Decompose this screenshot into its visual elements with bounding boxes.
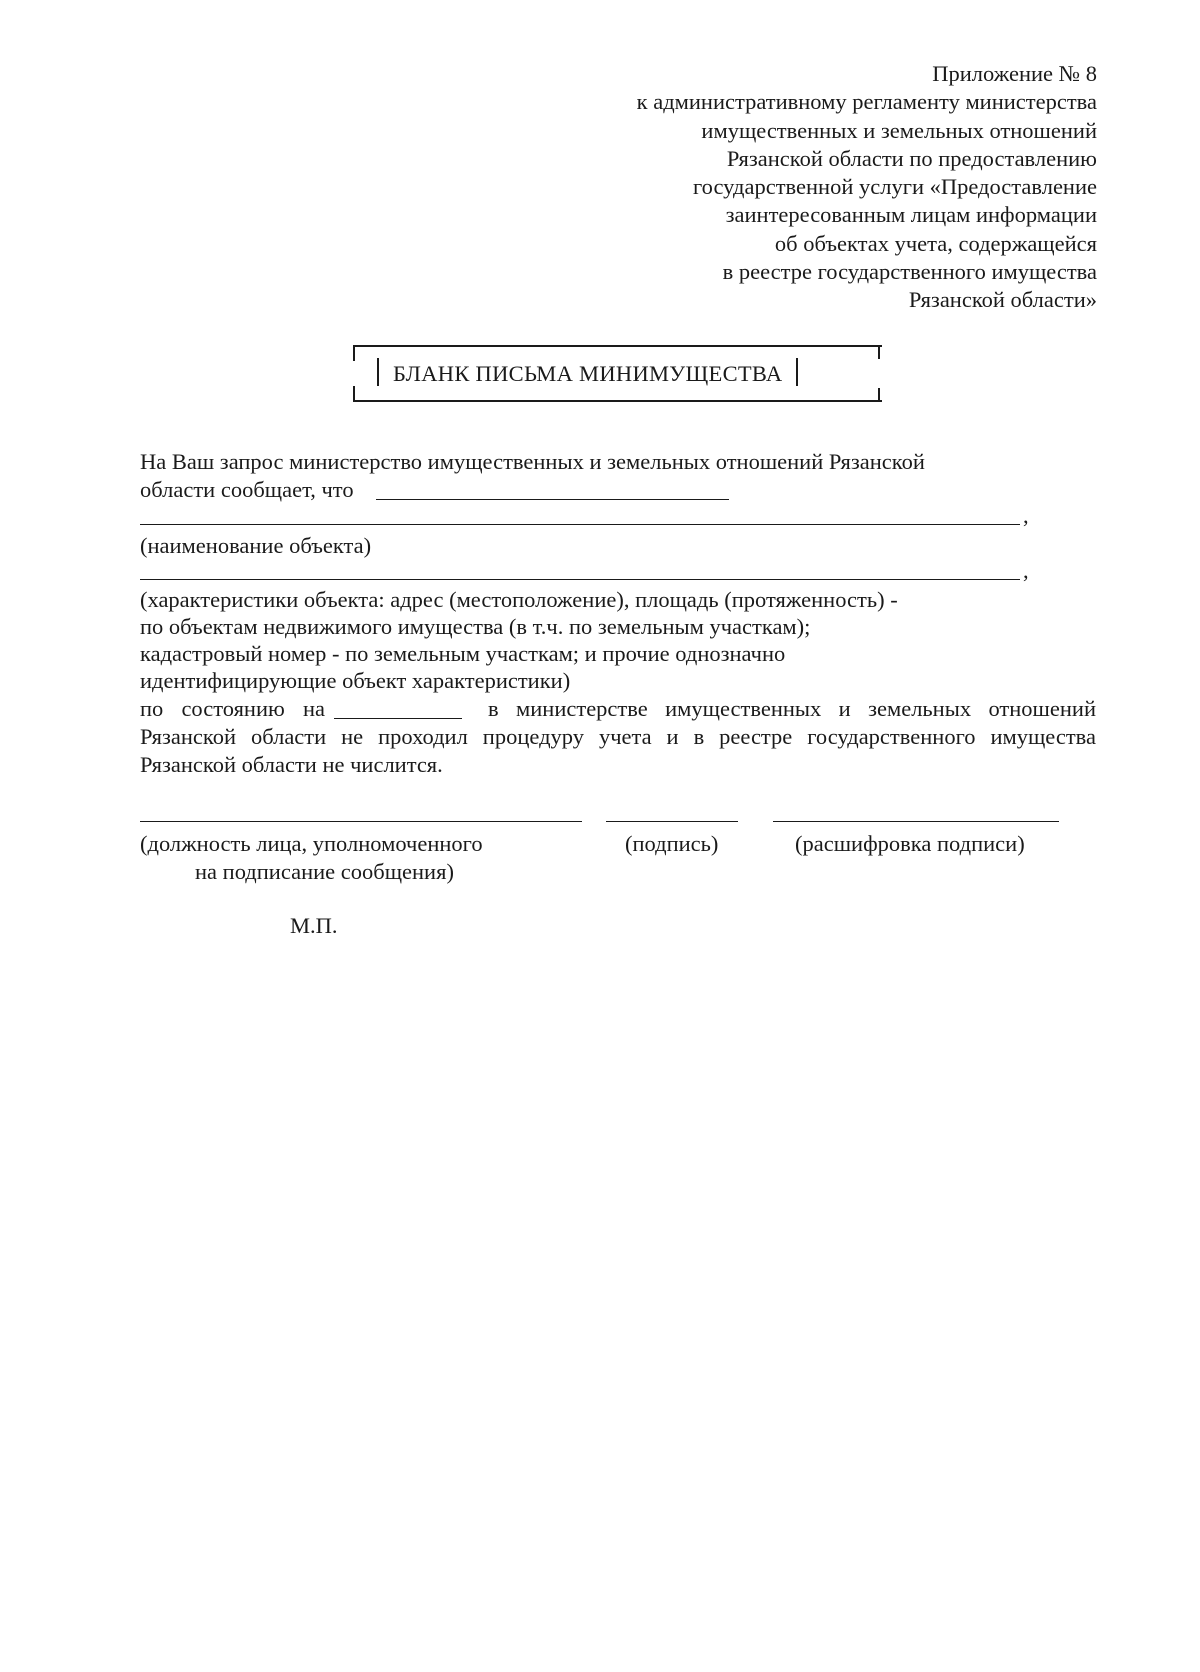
fill-in-line-date [334,718,462,719]
appendix-line: Приложение № 8 [932,61,1097,86]
status-line-2: Рязанской области не проходил процедуру учета и в реестре государственного имущества [140,724,1096,749]
characteristics-caption-line: идентифицирующие объект характеристики) [140,668,571,693]
appendix-line: заинтересованным лицам информации [725,202,1097,228]
signature-line-signature [606,821,738,822]
comma: , [1023,503,1029,528]
appendix-line: государственной услуги «Предоставление [693,174,1097,200]
appendix-line: об объектах учета, содержащейся [774,230,1097,256]
signature-line-position [140,821,582,822]
appendix-line: к административному регламенту министерства [636,89,1097,115]
characteristics-caption-line: по объектам недвижимого имущества (в т.ч. по земельным участкам); [140,614,811,639]
appendix-line: в реестре государственного имущества [722,259,1097,285]
characteristics-caption-line: кадастровый номер - по земельным участкам; и прочие однозначно [140,641,786,666]
box-bottom-border [353,386,882,402]
status-line-3: Рязанской области не числится. [140,752,443,777]
position-caption-line-2: на подписание сообщения) [195,859,454,884]
appendix-line: Рязанской области» [908,287,1097,313]
characteristics-caption-line: (характеристики объекта: адрес (местоположение), площадь (протяженность) - [140,587,898,612]
signature-line-decryption [773,821,1059,822]
signature-caption: (подпись) [625,831,719,856]
intro-line-1: На Ваш запрос министерство имущественных и земельных отношений Рязанской [140,449,925,474]
fill-in-line-short [376,499,729,500]
fill-in-line-characteristics [140,579,1020,580]
appendix-header [637,60,1097,315]
status-prefix: по состоянию на [140,696,325,721]
box-top-right-tick [878,345,880,359]
intro-line-2: области сообщает, что [140,477,354,502]
box-top-border [353,345,882,361]
fill-in-line-object-name [140,524,1020,525]
appendix-line: имущественных и земельных отношений [701,117,1097,143]
position-caption-line-1: (должность лица, уполномоченного [140,831,483,856]
appendix-line: Рязанской области по предоставлению [726,145,1097,171]
decryption-caption: (расшифровка подписи) [795,831,1025,856]
object-name-caption: (наименование объекта) [140,533,372,558]
letterhead-placeholder-box [353,345,880,402]
stamp-placeholder: М.П. [290,913,338,938]
letterhead-placeholder-title: БЛАНК ПИСЬМА МИНИМУЩЕСТВА [393,361,783,386]
comma: , [1023,558,1029,583]
box-bottom-right-tick [878,388,880,402]
status-rest: в министерстве имущественных и земельных отношений [488,696,1096,721]
